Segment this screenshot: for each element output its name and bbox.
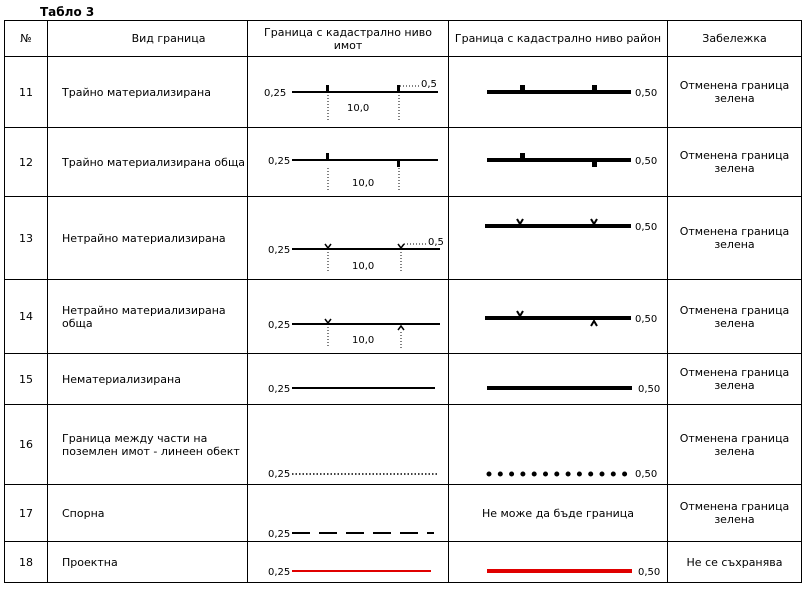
- header-note: Забележка: [668, 21, 802, 57]
- width-label: 0,25: [268, 320, 291, 331]
- boundary-symbol-rayon: [449, 354, 667, 404]
- boundary-symbol-rayon: [449, 57, 667, 127]
- width-label: 0,25: [268, 469, 291, 480]
- width-label: 0,25: [268, 529, 291, 540]
- row-rayon-symbol: [449, 405, 668, 485]
- table-row: [5, 485, 802, 542]
- width-label: 0,50: [635, 156, 658, 167]
- marker: [325, 319, 331, 323]
- step-label: 10,0: [352, 335, 375, 346]
- tick-label: 0,5: [428, 237, 444, 248]
- row-imot-symbol: [248, 197, 449, 280]
- marker: [520, 85, 525, 92]
- row-rayon-symbol: [449, 280, 668, 354]
- boundary-symbol-imot: [248, 128, 448, 196]
- width-label: 0,50: [635, 222, 658, 233]
- marker: [398, 244, 404, 248]
- row-num: 14: [5, 280, 48, 354]
- row-num: 15: [5, 354, 48, 405]
- row-type: Спорна: [48, 485, 248, 542]
- row-note: Не се съхранява: [668, 542, 802, 583]
- table-title: Табло 3: [40, 5, 95, 19]
- row-type: Нетрайно материализирана обща: [48, 280, 248, 354]
- row-type: Нематериализирана: [48, 354, 248, 405]
- row-rayon-symbol: [449, 542, 668, 583]
- marker: [326, 153, 329, 160]
- step-label: 10,0: [347, 103, 370, 114]
- table-row: [5, 354, 802, 405]
- width-label: 0,50: [638, 567, 661, 578]
- width-label: 0,50: [638, 384, 661, 395]
- header-imot: Граница с кадастрално ниво имот: [248, 21, 449, 57]
- table-row: [5, 280, 802, 354]
- marker: [517, 311, 523, 316]
- row-imot-symbol: [248, 354, 449, 405]
- boundary-table: [4, 20, 802, 583]
- row-note: Отменена граница зелена: [668, 280, 802, 354]
- row-note: Отменена граница зелена: [668, 128, 802, 197]
- boundary-symbol-imot: [248, 197, 448, 279]
- row-rayon-text: [449, 485, 668, 542]
- boundary-symbol-rayon: [449, 405, 667, 484]
- boundary-symbol-imot: [248, 405, 448, 484]
- boundary-symbol-rayon: [449, 542, 667, 582]
- boundary-symbol-rayon: [449, 128, 667, 196]
- row-note: Отменена граница зелена: [668, 405, 802, 485]
- row-num: 18: [5, 542, 48, 583]
- width-label: 0,25: [268, 245, 291, 256]
- marker: [517, 219, 523, 224]
- row-imot-symbol: [248, 280, 449, 354]
- row-imot-symbol: [248, 542, 449, 583]
- marker: [591, 321, 597, 326]
- boundary-symbol-imot: [248, 280, 448, 353]
- width-label: 0,25: [268, 567, 291, 578]
- row-type: Трайно материализирана: [48, 57, 248, 128]
- marker: [397, 160, 400, 167]
- step-label: 10,0: [352, 178, 375, 189]
- row-num: 12: [5, 128, 48, 197]
- row-imot-symbol: [248, 128, 449, 197]
- row-rayon-symbol: [449, 354, 668, 405]
- row-type: Проектна: [48, 542, 248, 583]
- row-type: Граница между части на поземлен имот - линеен обект: [48, 405, 248, 485]
- marker: [326, 85, 329, 92]
- tick-label: 0,5: [421, 79, 437, 90]
- row-num: 17: [5, 485, 48, 542]
- row-imot-symbol: [248, 485, 449, 542]
- width-label: 0,25: [268, 384, 291, 395]
- row-type: Нетрайно материализирана: [48, 197, 248, 280]
- header-num: №: [5, 21, 48, 57]
- boundary-symbol-rayon: [449, 280, 667, 353]
- boundary-symbol-imot: [248, 542, 448, 582]
- table-row: [5, 542, 802, 583]
- marker: [592, 160, 597, 167]
- marker: [325, 244, 331, 248]
- width-label: 0,25: [264, 88, 287, 99]
- table-header-row: [5, 21, 802, 57]
- row-num: 11: [5, 57, 48, 128]
- row-type: Трайно материализирана обща: [48, 128, 248, 197]
- row-num: 13: [5, 197, 48, 280]
- marker: [592, 85, 597, 92]
- row-imot-symbol: [248, 405, 449, 485]
- row-note: Отменена граница зелена: [668, 354, 802, 405]
- table-row: [5, 57, 802, 128]
- width-label: 0,50: [635, 88, 658, 99]
- row-num: 16: [5, 405, 48, 485]
- table-row: [5, 405, 802, 485]
- width-label: 0,50: [635, 314, 658, 325]
- step-label: 10,0: [352, 261, 375, 272]
- row-rayon-symbol: [449, 197, 668, 280]
- row-note: Отменена граница зелена: [668, 197, 802, 280]
- width-label: 0,25: [268, 156, 291, 167]
- boundary-symbol-rayon: [449, 197, 667, 279]
- row-note: Отменена граница зелена: [668, 57, 802, 128]
- boundary-symbol-imot: [248, 57, 448, 127]
- header-rayon: Граница с кадастрално ниво район: [449, 21, 668, 57]
- table-row: [5, 197, 802, 280]
- marker: [398, 326, 404, 330]
- boundary-symbol-imot: [248, 485, 448, 541]
- width-label: 0,50: [635, 469, 658, 480]
- row-note: Отменена граница зелена: [668, 485, 802, 542]
- marker: [591, 219, 597, 224]
- header-type: Вид граница: [48, 21, 248, 57]
- row-imot-symbol: [248, 57, 449, 128]
- row-rayon-symbol: [449, 128, 668, 197]
- boundary-symbol-imot: [248, 354, 448, 404]
- marker: [520, 153, 525, 160]
- row-rayon-symbol: [449, 57, 668, 128]
- table-row: [5, 128, 802, 197]
- marker: [397, 85, 400, 92]
- rayon-text: Не може да бъде граница: [481, 506, 635, 520]
